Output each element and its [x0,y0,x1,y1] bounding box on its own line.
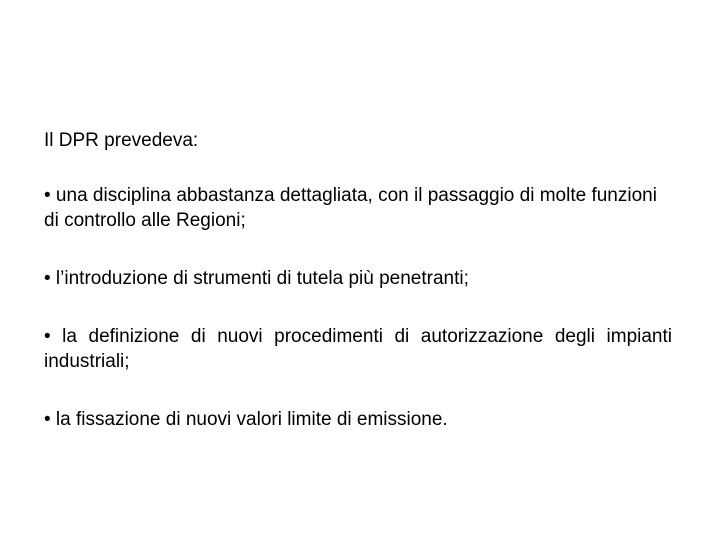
bullet-item-3: • la definizione di nuovi procedimenti di autorizzazione degli impianti industriali; [44,326,672,372]
bullet-item-2: • l’introduzione di strumenti di tutela più penetranti; [44,268,469,289]
bullet-item-4: • la fissazione di nuovi valori limite di emissione. [44,409,448,430]
slide-intro: Il DPR prevedeva: [44,130,199,151]
slide-body [44,128,672,465]
bullet-item-1: • una disciplina abbastanza dettagliata, con il passaggio di molte funzioni di controllo alle Regioni; [44,185,657,231]
